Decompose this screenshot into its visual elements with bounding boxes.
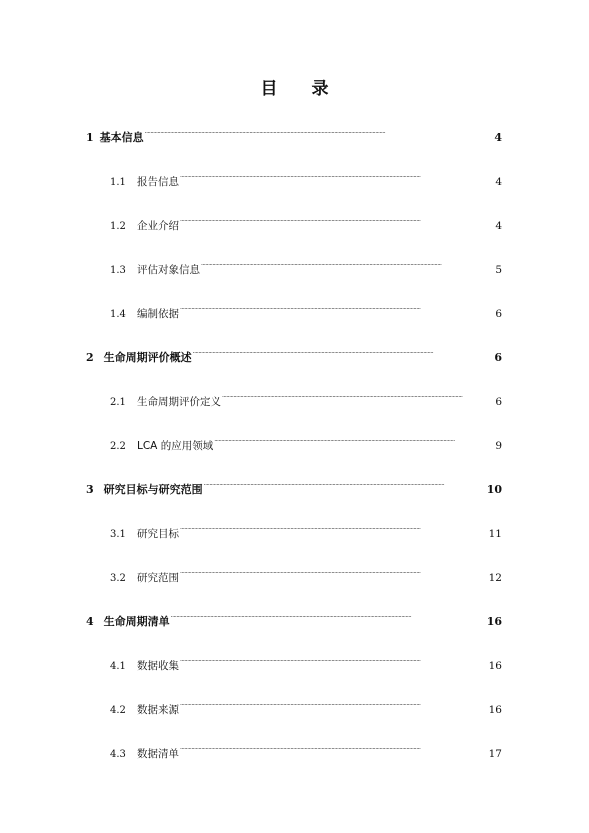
leader-dots (204, 479, 486, 493)
toc-entry-number: 1.1 (110, 177, 126, 188)
toc-entry-text: 生命周期评价定义 (137, 396, 221, 408)
toc-entry-number: 4.3 (110, 749, 126, 760)
toc-entry-text: 企业介绍 (137, 220, 179, 232)
toc-entry-number: 2.2 (110, 441, 126, 452)
toc-entry-2[interactable] (86, 347, 502, 365)
toc-entry-page: 4 (495, 220, 502, 232)
toc-entry-text: 数据清单 (137, 748, 179, 760)
leader-dots (180, 215, 494, 229)
toc-entry-number: 4.1 (110, 661, 126, 672)
toc-entry-1-3[interactable] (110, 259, 502, 278)
toc-entry-number: 3.2 (110, 573, 126, 584)
toc-entry-number: 1.4 (110, 309, 126, 320)
toc-entry-page: 11 (488, 528, 502, 540)
toc-entry-1-1[interactable] (110, 171, 502, 190)
toc-entry-text: 生命周期评价概述 (103, 351, 192, 364)
toc-entry-number: 2.1 (110, 397, 126, 408)
leader-dots (180, 171, 494, 185)
toc-entry-text: 报告信息 (137, 176, 179, 188)
toc-entry-3[interactable] (86, 479, 502, 497)
toc-entry-page: 6 (495, 308, 502, 320)
leader-dots (180, 655, 488, 669)
leader-dots (214, 435, 494, 449)
toc-entry-page: 4 (494, 131, 502, 144)
toc-entry-page: 6 (495, 396, 502, 408)
toc-entry-number: 3.1 (110, 529, 126, 540)
leader-dots (180, 699, 488, 713)
leader-dots (180, 567, 488, 581)
toc-entry-page: 16 (488, 660, 502, 672)
toc-entry-1[interactable] (86, 127, 502, 145)
toc-entry-text: 生命周期清单 (103, 615, 170, 628)
toc-entry-4[interactable] (86, 611, 502, 629)
leader-dots (171, 611, 486, 625)
toc-entry-1-2[interactable] (110, 215, 502, 234)
toc-entry-page: 16 (486, 615, 502, 628)
leader-dots (193, 347, 494, 361)
toc-entry-page: 4 (495, 176, 502, 188)
toc-entry-page: 16 (488, 704, 502, 716)
toc-entry-number: 3 (86, 483, 94, 496)
leader-dots (222, 391, 494, 405)
leader-dots (145, 127, 494, 141)
toc-entry-text: 数据来源 (137, 704, 179, 716)
toc-entry-3-2[interactable] (110, 567, 502, 586)
toc-entry-4-1[interactable] (110, 655, 502, 674)
toc-entry-page: 6 (494, 351, 502, 364)
toc-entry-number: 1.2 (110, 221, 126, 232)
toc-entry-2-2[interactable] (110, 435, 502, 454)
toc-entry-2-1[interactable] (110, 391, 502, 410)
toc-entry-text: 研究目标 (137, 528, 179, 540)
toc-entry-page: 5 (495, 264, 502, 276)
toc-entry-number: 1.3 (110, 265, 126, 276)
leader-dots (201, 259, 494, 273)
toc-entry-4-3[interactable] (110, 743, 502, 762)
toc-entry-number: 4 (86, 615, 94, 628)
toc-entry-page: 10 (486, 483, 502, 496)
toc-entry-text: 研究目标与研究范围 (103, 483, 203, 496)
toc-entry-text: 评估对象信息 (137, 264, 200, 276)
toc-entry-text: LCA 的应用领域 (137, 440, 214, 452)
toc-entry-page: 12 (488, 572, 502, 584)
leader-dots (180, 523, 488, 537)
toc-entry-number: 4.2 (110, 705, 126, 716)
toc-entry-3-1[interactable] (110, 523, 502, 542)
toc-entry-text: 基本信息 (99, 131, 144, 144)
toc-entry-1-4[interactable] (110, 303, 502, 322)
toc-entry-text: 数据收集 (137, 660, 179, 672)
toc-entry-number: 1 (86, 131, 94, 144)
leader-dots (180, 743, 488, 757)
toc-entry-text: 研究范围 (137, 572, 179, 584)
toc-entry-page: 17 (488, 748, 502, 760)
toc-entry-4-2[interactable] (110, 699, 502, 718)
leader-dots (180, 303, 494, 317)
toc-title: 目 录 (260, 79, 343, 99)
toc-entry-page: 9 (495, 440, 502, 452)
toc-entry-text: 编制依据 (137, 308, 179, 320)
toc-entry-number: 2 (86, 351, 94, 364)
